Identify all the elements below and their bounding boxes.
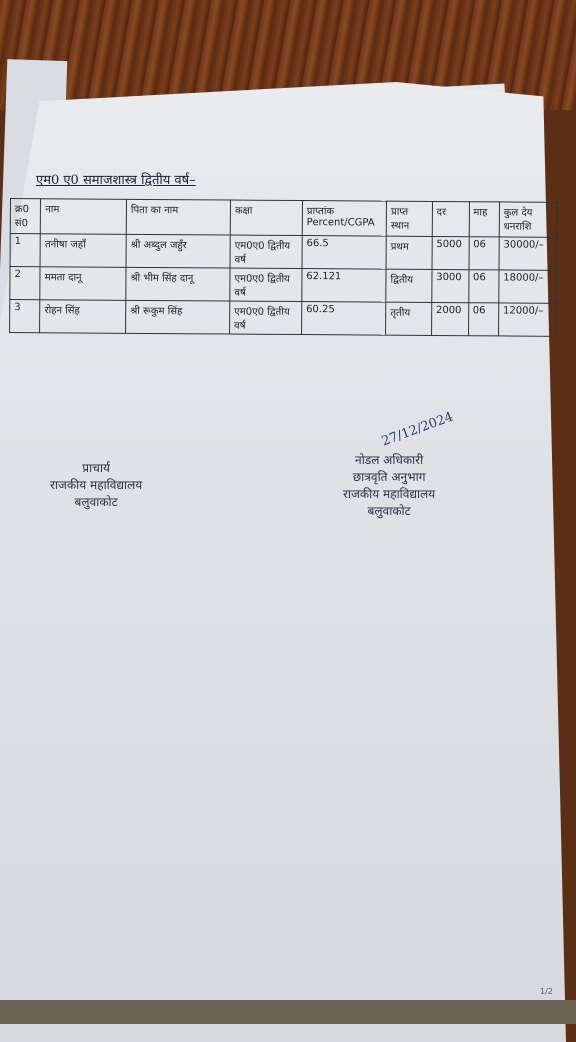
cell-percent: 66.5 [302, 236, 387, 270]
scholarship-table [9, 198, 558, 337]
header-name: नाम [41, 199, 127, 235]
cell-rate: 3000 [432, 269, 469, 302]
cell-total: 12000/– [498, 303, 556, 336]
cell-class: एम0ए0 द्वितीय वर्ष [230, 268, 302, 302]
cell-name: ममता दानू [40, 267, 126, 301]
cell-total: 18000/– [499, 270, 557, 303]
cell-percent: 62.121 [302, 269, 387, 303]
header-total-amount: कुल देय धनराशि [499, 202, 557, 237]
header-class: कक्षा [230, 200, 302, 236]
header-father-name: पिता का नाम [126, 199, 230, 235]
cell-father-name: श्री रूकुम सिंह [126, 300, 230, 334]
cell-percent: 60.25 [301, 302, 386, 336]
handwritten-date: 27/12/2024 [379, 409, 456, 450]
cell-father-name: श्री भीम सिंह दानू [126, 267, 230, 301]
cell-position: प्रथम [386, 236, 432, 269]
nodal-officer-college: राजकीय महाविद्यालय [343, 487, 436, 501]
table-row [10, 234, 557, 271]
cell-name: रोहन सिंह [40, 300, 126, 334]
cell-serial: 3 [10, 300, 41, 333]
header-months: माह [469, 202, 500, 237]
cell-name: तनीषा जहाँ [40, 234, 126, 268]
cell-months: 06 [469, 237, 500, 270]
principal-college: राजकीय महाविद्यालय [50, 478, 143, 492]
principal-signature-block [50, 460, 142, 511]
header-serial: क्र0 सं0 [10, 199, 41, 234]
cell-total: 30000/– [499, 237, 557, 270]
header-position: प्राप्त स्थान [386, 201, 432, 236]
header-percent: प्राप्तांक Percent/CGPA [302, 201, 387, 237]
table-row [10, 300, 557, 337]
cell-class: एम0ए0 द्वितीय वर्ष [230, 301, 302, 335]
cell-class: एम0ए0 द्वितीय वर्ष [230, 235, 302, 269]
cell-months: 06 [468, 270, 499, 303]
table-header-row [10, 199, 557, 238]
cell-serial: 2 [10, 267, 41, 300]
principal-location: बलुवाकोट [74, 495, 118, 509]
cell-father-name: श्री अब्दुल जहुँर [126, 234, 230, 268]
table-row [10, 267, 557, 304]
principal-title: प्राचार्य [82, 461, 110, 475]
nodal-officer-signature-block [343, 452, 435, 520]
nodal-officer-department: छात्रवृति अनुभाग [352, 470, 426, 484]
header-rate: दर [432, 201, 469, 236]
document-heading: एम0 ए0 समाजशास्त्र द्वितीय वर्ष– [36, 173, 196, 188]
cell-months: 06 [468, 303, 499, 336]
nodal-officer-title: नोडल अधिकारी [355, 453, 424, 467]
nodal-officer-location: बलुवाकोट [367, 504, 411, 518]
cell-serial: 1 [10, 234, 41, 267]
bottom-surface [0, 1000, 576, 1024]
cell-rate: 2000 [431, 302, 468, 335]
cell-position: तृतीय [386, 302, 432, 335]
page-number: 1/2 [540, 987, 553, 996]
cell-rate: 5000 [432, 236, 469, 269]
cell-position: द्वितीय [386, 269, 432, 302]
